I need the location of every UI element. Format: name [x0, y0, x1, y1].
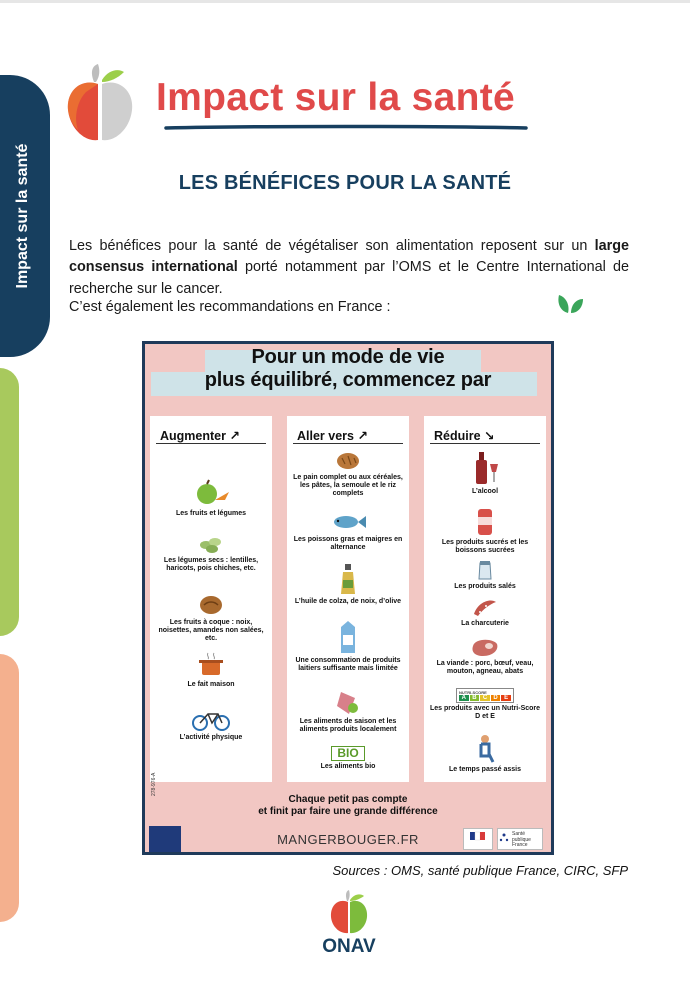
list-item: La charcuterie: [424, 596, 546, 628]
column-increase: [150, 416, 272, 782]
list-item: La viande : porc, bœuf, veau, mouton, agneau, abats: [424, 636, 546, 676]
list-item: Le pain complet ou aux céréales, les pâtes, la semoule et le riz complets: [287, 450, 409, 498]
list-item: Le temps passé assis: [424, 734, 546, 774]
page-title: Impact sur la santé: [156, 76, 516, 119]
sources-note: Sources : OMS, santé publique France, CIRC, SFP: [332, 863, 628, 878]
list-item: Les légumes secs : lentilles, haricots, pois chiches, etc.: [150, 533, 272, 573]
title-underline: [164, 124, 528, 132]
fruit-vegetable-icon: [191, 478, 231, 508]
seasonal-produce-icon: [333, 688, 363, 716]
column-heading: Augmenter ↗: [160, 429, 240, 443]
list-item: Les fruits et légumes: [150, 478, 272, 518]
intro-recommendation-line: C’est également les recommandations en France :: [69, 299, 391, 315]
list-item: Le fait maison: [150, 651, 272, 689]
list-item: Les produits salés: [424, 559, 546, 591]
top-divider: [0, 0, 690, 3]
list-item: Les produits sucrés et les boissons sucrées: [424, 507, 546, 555]
sitting-person-icon: [473, 734, 497, 764]
bread-icon: [333, 450, 363, 472]
cooking-pot-icon: [196, 651, 226, 679]
poster-brand: MANGERBOUGER.FR: [277, 832, 419, 847]
side-tab-green[interactable]: [0, 368, 19, 636]
list-item: Les poissons gras et maigres en alternance: [287, 510, 409, 552]
sausage-icon: [470, 596, 500, 618]
intro-bold: large consensus international: [69, 238, 629, 276]
column-move-towards: [287, 416, 409, 782]
intro-paragraph: Les bénéfices pour la santé de végétaliser son alimentation reposent sur un large consensus international porté notamment par l’OMS et le Centre International de recherche sur le cancer.: [69, 238, 630, 297]
bio-badge: BIO: [331, 746, 365, 761]
side-tab-salmon[interactable]: [0, 654, 19, 922]
sante-publique-france-logo: Santé publique France: [497, 828, 543, 850]
column-reduce: [424, 416, 546, 782]
poster-footer: Chaque petit pas compte et finit par faire une grande différence: [258, 794, 438, 817]
list-item: Une consommation de produits laitiers suffisante mais limitée: [287, 619, 409, 673]
soda-can-icon: [474, 507, 496, 537]
fish-icon: [328, 510, 368, 534]
nutriscore-badge: NUTRI-SCORE A B C D E: [456, 688, 514, 703]
poster-title-line2: plus équilibré, commencez par: [204, 369, 492, 391]
milk-carton-icon: [335, 619, 361, 655]
list-item: Les aliments de saison et les aliments produits localement: [287, 688, 409, 734]
health-poster: [142, 341, 554, 855]
nuts-icon: [196, 593, 226, 617]
republique-francaise-logo: [463, 828, 493, 850]
side-tab-label: Impact sur la santé: [14, 143, 31, 289]
list-item: L’huile de colza, de noix, d’olive: [287, 562, 409, 606]
oil-bottle-icon: [335, 562, 361, 596]
list-item: NUTRI-SCORE A B C D E Les produits avec un Nutri-Score D et E: [429, 690, 541, 720]
wine-bottle-icon: [470, 450, 500, 486]
bicycle-icon: [191, 708, 231, 732]
column-heading: Aller vers ↗: [297, 429, 368, 443]
leaf-icon: [556, 293, 584, 315]
salt-shaker-icon: [475, 559, 495, 581]
apple-logo-icon: [64, 62, 136, 144]
onav-apple-icon: [329, 889, 369, 935]
column-heading: Réduire ↘: [434, 429, 495, 443]
legumes-icon: [196, 533, 226, 555]
section-title: LES BÉNÉFICES POUR LA SANTÉ: [178, 172, 512, 194]
list-item: Les fruits à coque : noix, noisettes, amandes non salées, etc.: [150, 593, 272, 643]
meat-icon: [469, 636, 501, 658]
poster-reference: 278-976-A: [151, 772, 157, 796]
poster-title-line1: Pour un mode de vie: [251, 346, 445, 368]
list-item: L’activité physique: [150, 708, 272, 742]
list-item: L’alcool: [424, 450, 546, 496]
onav-wordmark: ONAV: [322, 936, 376, 957]
list-item: BIO Les aliments bio: [320, 746, 376, 770]
